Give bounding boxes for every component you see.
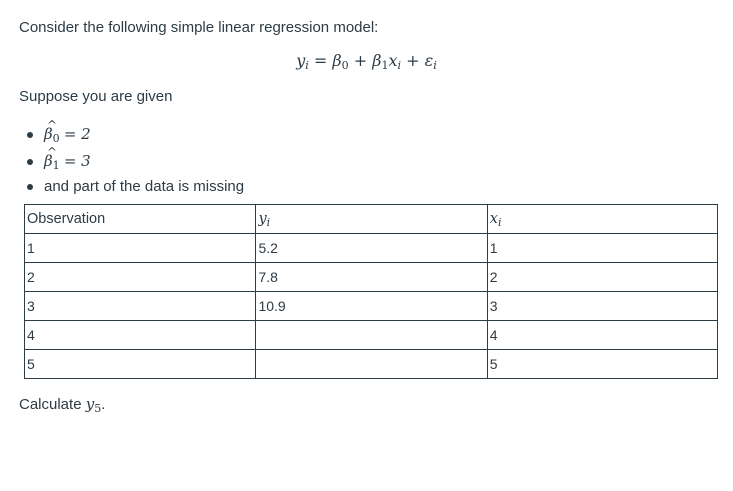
bullet-icon — [27, 184, 33, 190]
data-table — [24, 204, 718, 379]
given-text: Suppose you are given — [19, 88, 173, 105]
column-header-x: $x_i$ — [487, 205, 717, 234]
beta0-hat-symbol: ^ $\beta_0$ — [44, 125, 60, 143]
calculate-prefix: Calculate — [19, 396, 82, 413]
table-cell: 2 — [487, 263, 717, 292]
column-header-observation: Observation — [25, 205, 256, 234]
table-cell: 4 — [487, 321, 717, 350]
regression-equation: $y_i = \beta_0 + \beta_1x_i + \varepsilon_i$ — [296, 51, 437, 72]
intro-text: Consider the following simple linear regression model: — [19, 19, 379, 36]
table-row — [25, 234, 718, 263]
bullet-icon — [27, 132, 33, 138]
y5-symbol: $y_5$ — [85, 395, 102, 415]
table-cell: 10.9 — [256, 292, 487, 321]
table-cell: 1 — [487, 234, 717, 263]
column-header-y: $y_i$ — [256, 205, 487, 234]
table-cell: 4 — [25, 321, 256, 350]
calculate-suffix: . — [101, 396, 106, 413]
table-row — [25, 350, 718, 379]
table-row — [25, 263, 718, 292]
table-cell: 2 — [25, 263, 256, 292]
beta1-value: = 3 — [63, 152, 91, 170]
table-row — [25, 292, 718, 321]
list-item — [24, 148, 244, 175]
table-cell: 3 — [487, 292, 717, 321]
bullet-icon — [27, 159, 33, 165]
table-cell: 1 — [25, 234, 256, 263]
table-cell: 5 — [487, 350, 717, 379]
beta0-value: = 2 — [63, 125, 91, 143]
table-header-row — [25, 205, 718, 234]
list-item — [24, 175, 244, 199]
calculate-prompt — [19, 395, 105, 413]
beta1-hat-symbol: ^ $\beta_1$ — [44, 152, 60, 170]
table-cell: 3 — [25, 292, 256, 321]
table-cell: 7.8 — [256, 263, 487, 292]
table-cell: 5.2 — [256, 234, 487, 263]
table-row — [25, 321, 718, 350]
missing-data-text: and part of the data is missing — [44, 178, 245, 195]
given-list — [24, 121, 244, 199]
table-cell: 5 — [25, 350, 256, 379]
table-cell — [256, 350, 487, 379]
table-cell — [256, 321, 487, 350]
